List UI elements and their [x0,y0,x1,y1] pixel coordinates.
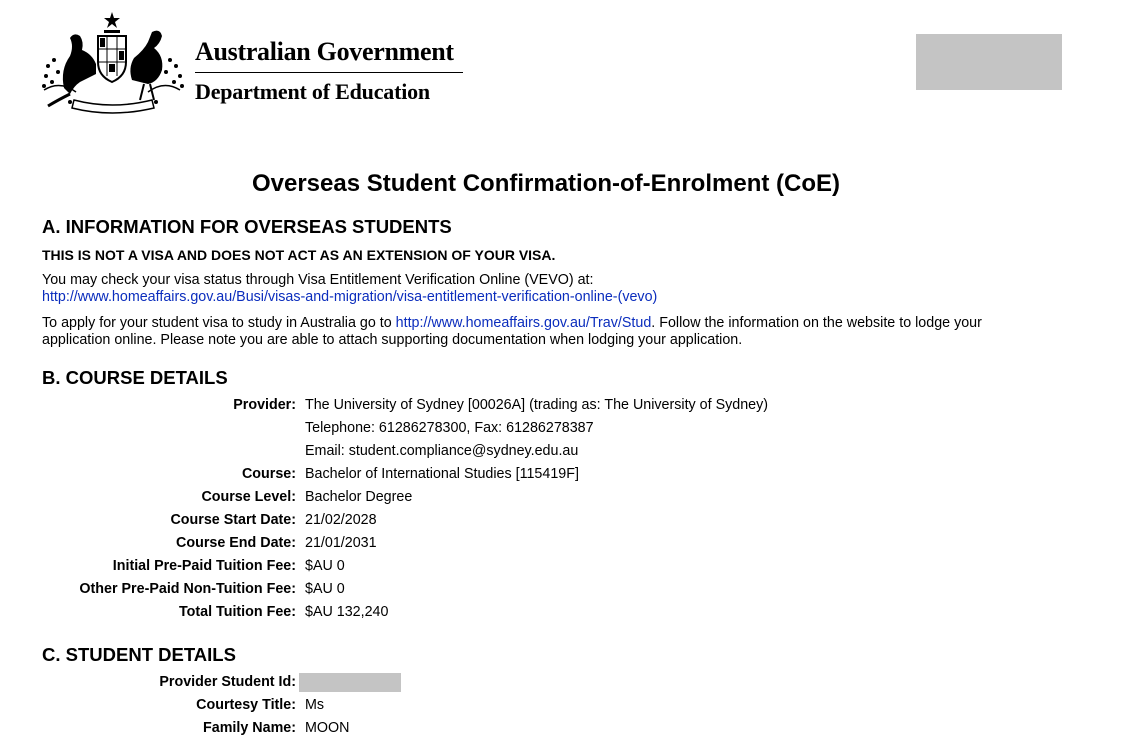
section-a-heading: A. INFORMATION FOR OVERSEAS STUDENTS [42,216,452,237]
section-c-heading: C. STUDENT DETAILS [42,644,236,665]
start-date-value: 21/02/2028 [305,512,377,528]
other-fee-label: Other Pre-Paid Non-Tuition Fee: [79,581,296,597]
apply-line-1 [42,315,1082,332]
redaction-block-student-id [299,673,401,692]
start-date-row [0,509,1123,532]
courtesy-title-label: Courtesy Title: [196,697,296,713]
total-fee-value: $AU 132,240 [305,604,389,620]
family-name-label: Family Name: [203,720,296,736]
visa-warning: THIS IS NOT A VISA AND DOES NOT ACT AS AN EXTENSION OF YOUR VISA. [42,247,556,263]
course-value: Bachelor of International Studies [115419F] [305,466,579,482]
government-wordmark [195,36,465,105]
student-id-label: Provider Student Id: [159,674,296,690]
initial-fee-value: $AU 0 [305,558,345,574]
total-fee-label: Total Tuition Fee: [178,604,296,620]
other-fee-value: $AU 0 [305,581,345,597]
vevo-link[interactable]: http://www.homeaffairs.gov.au/Busi/visas-and-migration/visa-entitlement-verification-online-(vevo) [42,289,658,305]
course-row [0,463,1123,486]
apply-line-2: application online. Please note you are able to attach supporting documentation when lodging your application. [42,332,743,348]
section-b-heading: B. COURSE DETAILS [42,367,228,388]
government-name: Australian Government [195,37,454,66]
apply-link[interactable]: http://www.homeaffairs.gov.au/Trav/Stud [395,315,652,331]
other-fee-row [0,578,1123,601]
family-name-value: MOON [305,720,350,736]
courtesy-title-value: Ms [305,697,325,713]
initial-fee-label: Initial Pre-Paid Tuition Fee: [112,558,296,574]
initial-fee-row [0,555,1123,578]
total-fee-row [0,601,1123,624]
document-title: Overseas Student Confirmation-of-Enrolment (CoE) [251,170,841,197]
course-level-row [0,486,1123,509]
vevo-text: You may check your visa status through Visa Entitlement Verification Online (VEVO) at: [42,272,594,288]
apply-prefix: To apply for your student visa to study in Australia go to [42,315,396,331]
courtesy-title-row [0,694,1123,717]
provider-label: Provider: [233,397,296,413]
apply-paragraph [42,315,1082,349]
telephone-row [0,417,1123,440]
course-level-value: Bachelor Degree [305,489,413,505]
end-date-value: 21/01/2031 [305,535,377,551]
provider-row [0,394,1123,417]
end-date-label: Course End Date: [176,535,296,551]
email-row [0,440,1123,463]
telephone-value: Telephone: 61286278300, Fax: 61286278387 [305,420,594,436]
vevo-paragraph [42,272,1082,306]
provider-value: The University of Sydney [00026A] (trading as: The University of Sydney) [305,397,769,413]
apply-suffix: . Follow the information on the website to lodge your [651,315,982,331]
start-date-label: Course Start Date: [170,512,296,528]
department-name: Department of Education [195,79,430,104]
course-label: Course: [241,466,296,482]
email-value: Email: student.compliance@sydney.edu.au [305,443,579,459]
course-level-label: Course Level: [201,489,296,505]
commonwealth-coat-of-arms-icon [40,10,186,116]
family-name-row [0,717,1123,740]
wordmark-divider [195,72,463,73]
redaction-block-header [916,34,1062,90]
student-id-row [0,671,1123,694]
end-date-row [0,532,1123,555]
